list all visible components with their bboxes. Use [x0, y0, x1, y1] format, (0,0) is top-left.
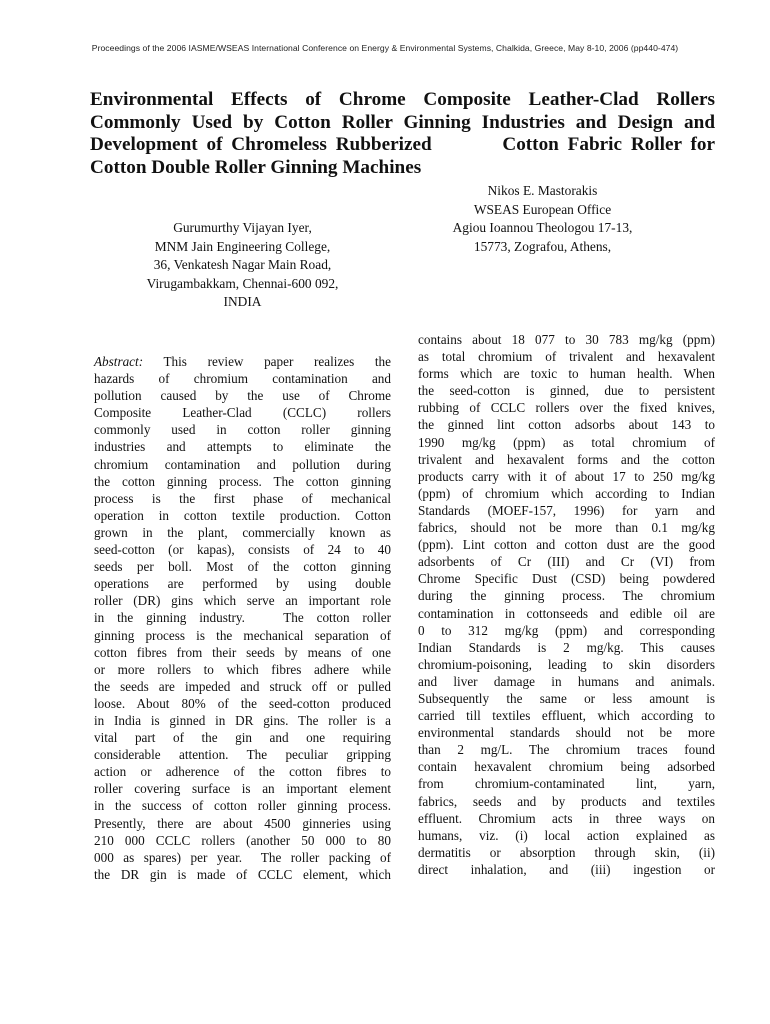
body-line: rubbing of CCLC rollers over the fixed knives, [418, 400, 715, 416]
body-line: (ppm) of chromium which according to Indian [418, 485, 715, 501]
abstract-first-line-text: This review paper realizes the [143, 354, 391, 369]
proceedings-header: Proceedings of the 2006 IASME/WSEAS International Conference on Energy & Environmental Systems, Chalkida, Greece, May 8-10, 2006 (pp440-474) [91, 43, 679, 53]
abstract-line: or more rollers to which fibres adhere while [94, 661, 391, 677]
abstract-first-line [94, 353, 391, 370]
abstract-line: hazards of chromium contamination and [94, 371, 391, 387]
title-line: Cotton Double Roller Ginning Machines [90, 156, 422, 178]
body-line: Standards (MOEF-157, 1996) for yarn and [418, 502, 715, 518]
body-line: contain hexavalent chromium being adsorbed [418, 759, 715, 775]
abstract-line: roller (DR) gins which serve an important role [94, 593, 391, 609]
abstract-line: considerable attention. The peculiar gripping [94, 747, 391, 763]
title-line: Environmental Effects of Chrome Composite Leather-Clad Rollers [90, 89, 715, 110]
body-line: forms which are toxic to human health. When [418, 366, 715, 382]
abstract-line: the DR gin is made of CCLC element, which [94, 866, 391, 882]
body-line: direct inhalation, and (iii) ingestion or [418, 861, 715, 877]
abstract-line: operation in cotton textile production. Cotton [94, 507, 391, 523]
abstract-line: commonly used in cotton roller ginning [94, 422, 391, 438]
abstract-line: cotton fibres from their seeds by means of one [94, 644, 391, 660]
body-line: fabrics, seeds and by products and textiles [418, 793, 715, 809]
abstract-line: Presently, there are about 4500 ginneries using [94, 815, 391, 831]
body-line: humans, viz. (i) local action explained as [418, 827, 715, 843]
abstract-line: seeds per boll. Most of the cotton ginning [94, 559, 391, 575]
abstract-line: the seeds are impeded and struck off or pulled [94, 678, 391, 694]
abstract-line: in India is ginned in DR gins. The roller is a [94, 712, 391, 728]
abstract-line: vital part of the gin and one requiring [94, 730, 391, 746]
author-line: Gurumurthy Vijayan Iyer, [173, 220, 312, 235]
abstract-line: the cotton ginning process. The cotton ginning [94, 473, 391, 489]
abstract-label: Abstract: [94, 354, 144, 369]
author-line: Virugambakkam, Chennai-600 092, [146, 275, 339, 291]
abstract-line: roller covering surface is an important element [94, 781, 391, 797]
title-line: Development of Chromeless Rubberized Cotton Fabric Roller for [90, 134, 715, 155]
body-line: effluent. Chromium acts in three ways on [418, 810, 715, 826]
abstract-line: operations are performed by using double [94, 576, 391, 592]
abstract-line: 000 as spares) per year. The roller packing of [94, 849, 391, 865]
body-line: 1990 mg/kg (ppm) as total chromium of [418, 434, 715, 450]
paper-title [90, 89, 715, 179]
body-line: contains about 18 077 to 30 783 mg/kg (ppm) [418, 332, 715, 347]
body-line: Subsequently the same or less amount is [418, 690, 715, 706]
body-line: dermatitis or absorption through skin, (ii) [418, 844, 715, 860]
body-line: than 2 mg/L. The chromium traces found [418, 742, 715, 758]
abstract-line: process is the first phase of mechanical [94, 490, 391, 506]
body-line: contamination in cottonseeds and edible oil are [418, 605, 715, 621]
body-line: fabrics, should not be more than 0.1 mg/kg [418, 520, 715, 536]
author-line: WSEAS European Office [473, 201, 612, 217]
body-column-right [418, 331, 715, 878]
body-line: products carry with it of about 17 to 250 mg/kg [418, 468, 715, 484]
abstract-line: grown in the plant, commercially known as [94, 524, 391, 540]
abstract-line: chromium contamination and pollution during [94, 456, 391, 472]
body-line: chromium-poisoning, leading to skin disorders [418, 656, 715, 672]
author-line: 15773, Zografou, Athens, [473, 238, 612, 254]
author-line: Nikos E. Mastorakis [487, 183, 598, 198]
abstract-column [94, 353, 391, 883]
author-line: INDIA [223, 294, 262, 310]
body-line: as total chromium of trivalent and hexavalent [418, 349, 715, 365]
abstract-line: in the success of cotton roller ginning process. [94, 798, 391, 814]
body-line: during the ginning process. The chromium [418, 588, 715, 604]
abstract-line: in the ginning industry. The cotton roller [94, 610, 391, 626]
author-line: 36, Venkatesh Nagar Main Road, [153, 257, 332, 273]
author-affiliation-2 [420, 182, 665, 256]
body-line: (ppm). Lint cotton and cotton dust are the good [418, 537, 715, 553]
body-line: and liver damage in humans and animals. [418, 673, 715, 689]
abstract-line: action or adherence of the cotton fibres to [94, 764, 391, 780]
abstract-line: Composite Leather-Clad (CCLC) rollers [94, 405, 391, 421]
body-line: the ginned lint cotton adsorbs about 143 to [418, 417, 715, 433]
body-line: the seed-cotton is ginned, due to persistent [418, 383, 715, 399]
abstract-line: loose. About 80% of the seed-cotton produced [94, 695, 391, 711]
body-line: carried till textiles effluent, which according to [418, 708, 715, 724]
body-line: trivalent and hexavalent forms and the cotton [418, 451, 715, 467]
abstract-line: pollution caused by the use of Chrome [94, 388, 391, 404]
abstract-line: ginning process is the mechanical separation of [94, 627, 391, 643]
abstract-line: 210 000 CCLC rollers (another 50 000 to 80 [94, 832, 391, 848]
title-line: Commonly Used by Cotton Roller Ginning Industries and Design and [90, 111, 715, 133]
body-line: Chrome Specific Dust (CSD) being powdered [418, 571, 715, 587]
body-line: 0 to 312 mg/kg (ppm) and corresponding [418, 622, 715, 638]
body-line: from chromium-contaminated lint, yarn, [418, 776, 715, 792]
abstract-line: seed-cotton (or kapas), consists of 24 to 40 [94, 542, 391, 558]
author-line: Agiou Ioannou Theologou 17-13, [452, 220, 633, 236]
author-affiliation-1 [120, 219, 365, 312]
body-line: environmental standards should not be more [418, 725, 715, 741]
body-line: Indian Standards is 2 mg/kg. This causes [418, 639, 715, 655]
author-line: MNM Jain Engineering College, [154, 238, 331, 254]
body-line: adsorbents of Cr (III) and Cr (VI) from [418, 554, 715, 570]
abstract-line: industries and attempts to eliminate the [94, 439, 391, 455]
